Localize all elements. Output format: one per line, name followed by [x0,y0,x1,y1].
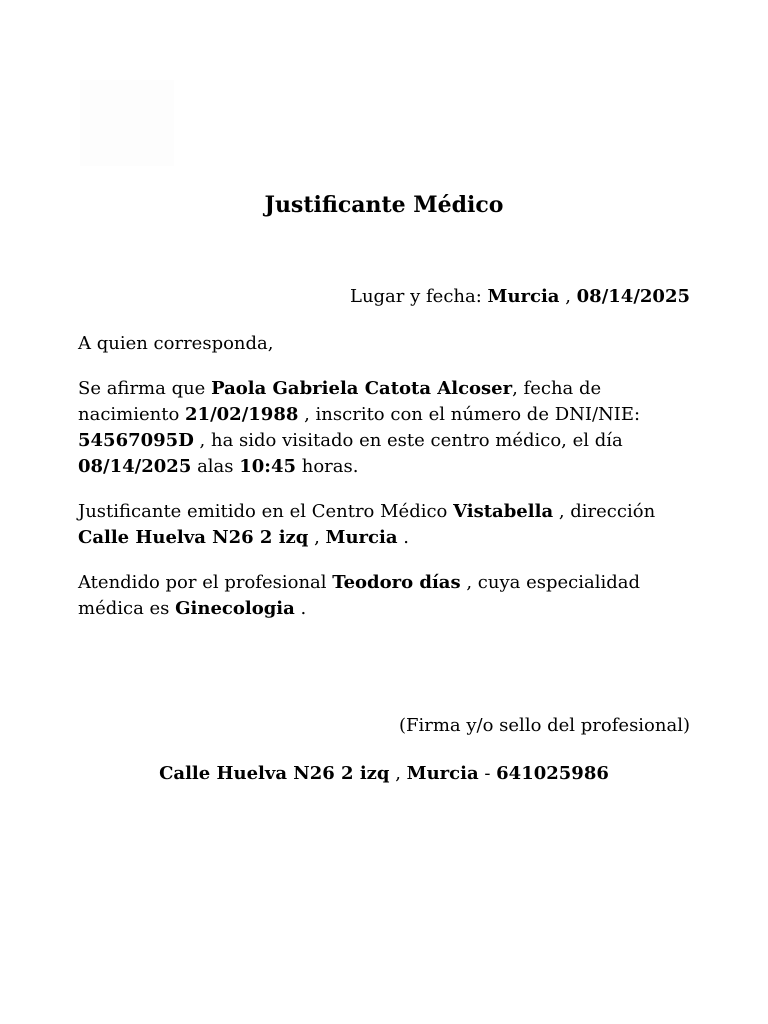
place-and-date [350,285,690,309]
doctor-name: Teodoro días [332,572,461,593]
document-title: Justificante Médico [264,192,504,218]
text: - [478,763,497,784]
text: , dirección [553,501,656,522]
text: Atendido por el profesional [78,572,333,593]
text: . [397,527,409,548]
center-address: Calle Huelva N26 2 izq [78,527,309,548]
visit-date: 08/14/2025 [78,456,192,477]
patient-paragraph [78,376,690,480]
text: Se afirma que [78,378,212,399]
place-city: Murcia [487,286,560,307]
text: , cuya especialidad médica es [78,572,640,619]
footer-phone: 641025986 [496,763,609,784]
visit-time: 10:45 [239,456,296,477]
place-date-label: Lugar y fecha: [349,286,488,307]
birth-date: 21/02/1988 [185,404,299,425]
text: horas. [296,456,359,477]
text: , fecha de nacimiento [78,378,602,425]
doctor-paragraph [78,570,690,622]
text: , [389,763,407,784]
text: , ha sido visitado en este centro médico, el día [193,430,623,451]
text: . [294,598,307,619]
text: Justificante emitido en el Centro Médico [78,501,454,522]
center-paragraph [78,499,690,551]
signature-note: (Firma y/o sello del profesional) [398,715,690,736]
center-city: Murcia [325,527,398,548]
patient-name: Paola Gabriela Catota Alcoser [211,378,513,399]
place-date-separator: , [559,286,577,307]
issue-date: 08/14/2025 [576,286,690,307]
footer-street: Calle Huelva N26 2 izq [159,763,390,784]
text: , inscrito con el número de DNI/NIE: [298,404,641,425]
specialty: Ginecologia [175,598,295,619]
footer-address [0,762,768,786]
logo-placeholder [80,80,174,166]
greeting: A quien corresponda, [78,333,274,354]
text: , [308,527,326,548]
text: alas [191,456,240,477]
center-name: Vistabella [453,501,554,522]
footer-city: Murcia [406,763,479,784]
dni-number: 54567095D [78,430,194,451]
